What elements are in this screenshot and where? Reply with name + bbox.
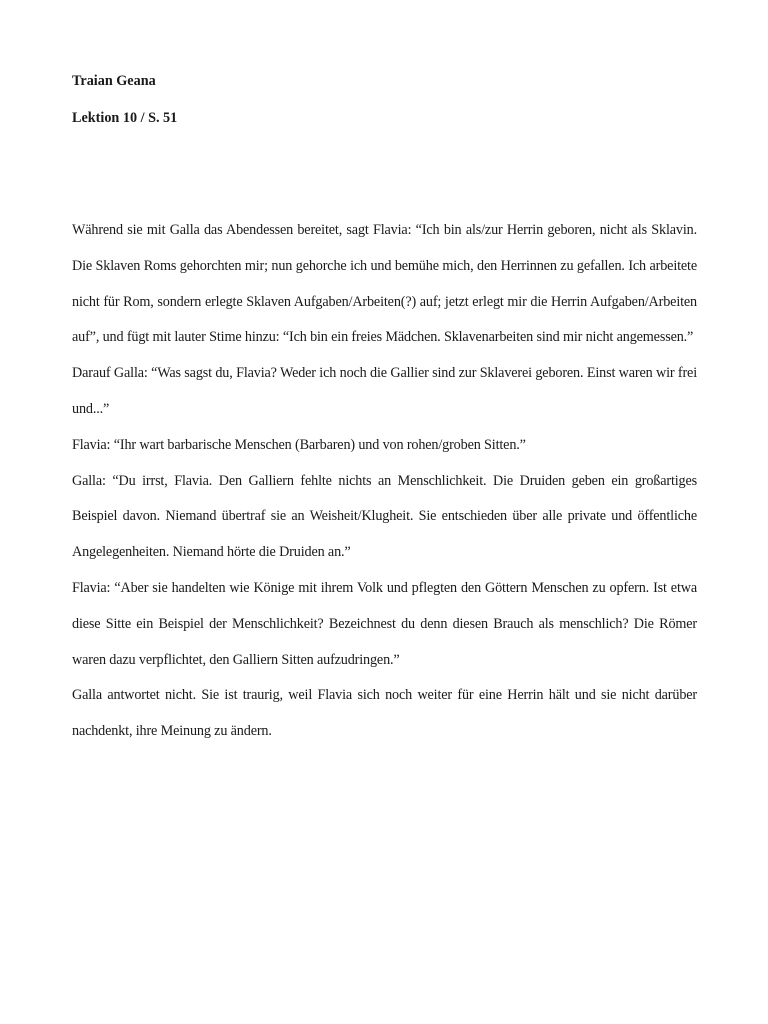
author-name: Traian Geana [72, 73, 156, 89]
paragraph: Während sie mit Galla das Abendessen bereitet, sagt Flavia: “Ich bin als/zur Herrin geboren, nicht als Sklavin. Die Sklaven Roms gehorchten mir; nun gehorche ich und bemühe mich, den Herrinnen zu gefallen. Ich arbeitete nicht für Rom, sondern erlegte Sklaven Aufgaben/Arbeiten(?) auf; jetzt erlegt mir die Herrin Aufgaben/Arbeiten auf”, und fügt mit lauter Stime hinzu: “Ich bin ein freies Mädchen. Sklavenarbeiten sind mir nicht angemessen.” [72, 222, 697, 346]
lesson-heading: Lektion 10 / S. 51 [72, 110, 178, 126]
paragraph: Darauf Galla: “Was sagst du, Flavia? Weder ich noch die Gallier sind zur Sklaverei geboren. Einst waren wir frei und...” [72, 365, 697, 417]
paragraph: Flavia: “Aber sie handelten wie Könige mit ihrem Volk und pflegten den Göttern Menschen zu opfern. Ist etwa diese Sitte ein Beispiel der Menschlichkeit? Bezeichnest du denn diesen Brauch als menschlich? Die Römer waren dazu verpflichtet, den Galliern Sitten aufzudringen.” [72, 579, 697, 668]
body-text [72, 213, 697, 750]
paragraph: Flavia: “Ihr wart barbarische Menschen (Barbaren) und von rohen/groben Sitten.” [72, 436, 526, 453]
paragraph: Galla antwortet nicht. Sie ist traurig, weil Flavia sich noch weiter für eine Herrin hält und sie nicht darüber nachdenkt, ihre Meinung zu ändern. [72, 687, 697, 740]
paragraph: Galla: “Du irrst, Flavia. Den Galliern fehlte nichts an Menschlichkeit. Die Druiden geben ein großartiges Beispiel davon. Niemand übertraf sie an Weisheit/Klugheit. Sie entschieden über alle private und öffentliche Angelegenheiten. Niemand hörte die Druiden an.” [72, 472, 697, 561]
